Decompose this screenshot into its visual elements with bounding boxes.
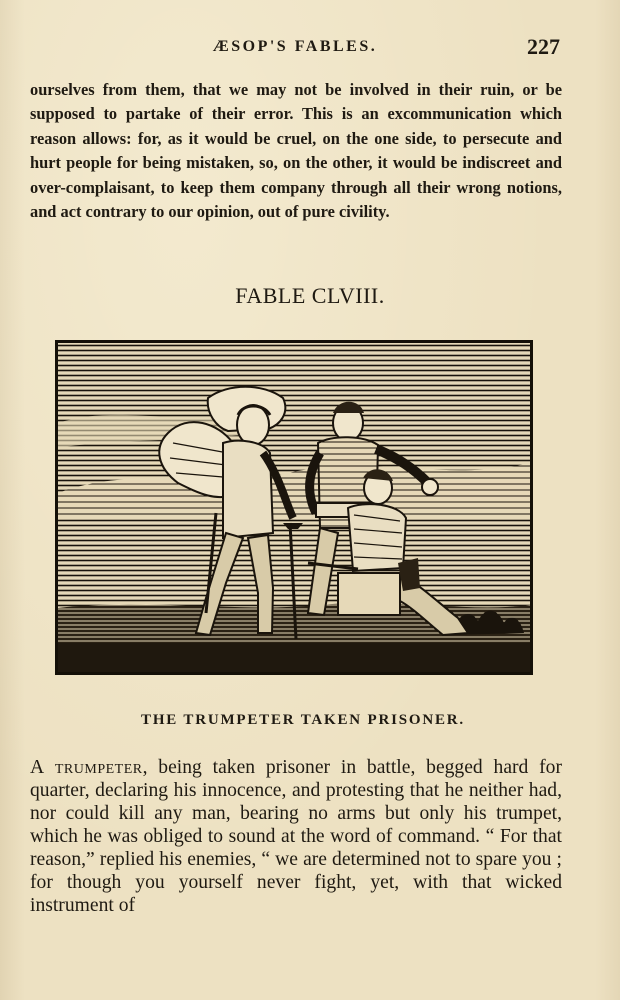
fable-title: FABLE CLVIII.: [235, 283, 385, 308]
fable-lead-words: A trumpeter: [30, 757, 143, 778]
page-header: [30, 34, 560, 64]
moral-paragraph: ourselves from them, that we may not be involved in their ruin, or be supposed to partake of their error. This is an excommunication which reason allows: for, as it would be cruel, on the one side, to persecute and hurt people for being mistaken, so, on the other, it would be indiscreet and over-complaisant, to keep them company through all their wrong notions, and act contrary to our opinion, out of pure civility.: [30, 80, 562, 222]
illustration-caption: THE TRUMPETER TAKEN PRISONER.: [141, 712, 465, 728]
woodcut-illustration: [55, 340, 533, 675]
woodcut-drawing: [58, 343, 530, 672]
running-title: ÆSOP'S FABLES.: [212, 38, 378, 55]
fable-text: , being taken prisoner in battle, begged hard for quarter, declaring his innocence, and protesting that he neither had, nor could kill any man, bearing no arms but only his trumpet, which he was obliged to sound at the word of command. “ For that reason,” replied his enemies, “ we are determined not to spare you ; for though you yourself never fight, yet, with that wicked instrument of: [30, 757, 562, 916]
fable-paragraph: [30, 756, 562, 917]
page-number: 227: [527, 34, 560, 59]
